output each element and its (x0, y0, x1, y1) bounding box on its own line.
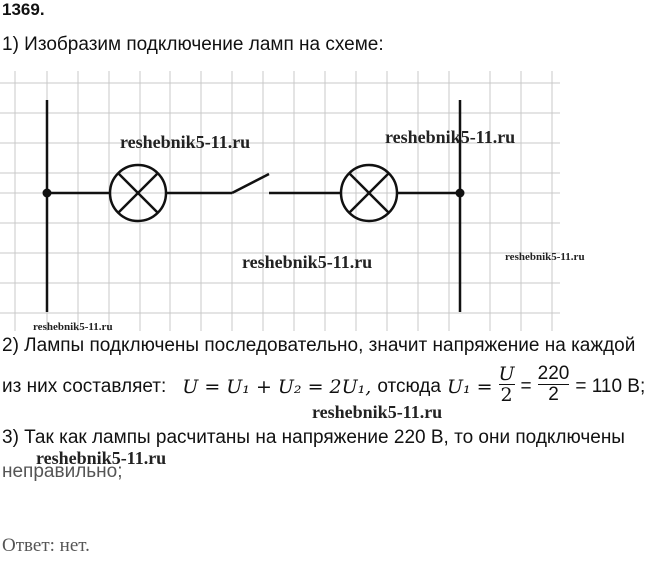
step-2-formula-line (2, 363, 646, 407)
formula-sum: U = U₁ + U₂ = 2U₁, (182, 375, 372, 398)
watermark: reshebnik5-11.ru (312, 402, 443, 422)
step-3-continuation: неправильно; (2, 461, 123, 482)
formula-result: = 110 В; (575, 375, 646, 397)
watermark: reshebnik5-11.ru (385, 127, 516, 147)
junction-dot (456, 189, 465, 198)
fraction-u-over-2: $\frac{U}{2}$ (498, 363, 515, 406)
equals-sign: = (520, 375, 532, 397)
step-2-text: 2) Лампы подключены последовательно, значит напряжение на каждой (2, 335, 636, 356)
watermark: reshebnik5-11.ru (120, 132, 251, 152)
answer-text: Ответ: нет. (2, 535, 90, 556)
junction-dot (43, 189, 52, 198)
watermark: reshebnik5-11.ru (36, 448, 167, 468)
problem-number: 1369. (2, 0, 45, 19)
step-2-prefix: из них составляет: (2, 375, 167, 397)
formula-lhs: U₁ = (446, 375, 493, 398)
step-3-text: 3) Так как лампы расчитаны на напряжение 220 В, то они подключены (2, 427, 625, 448)
circuit-diagram (0, 66, 658, 336)
fraction-220-over-2: $\frac{220}{2}$ (537, 363, 570, 405)
grid (0, 71, 560, 331)
watermark: reshebnik5-11.ru (242, 252, 373, 272)
step-1-text: 1) Изобразим подключение ламп на схеме: (2, 34, 384, 55)
watermark: reshebnik5-11.ru (505, 251, 585, 263)
word-otsyuda: отсюда (377, 375, 441, 397)
watermark: reshebnik5-11.ru (33, 321, 113, 333)
